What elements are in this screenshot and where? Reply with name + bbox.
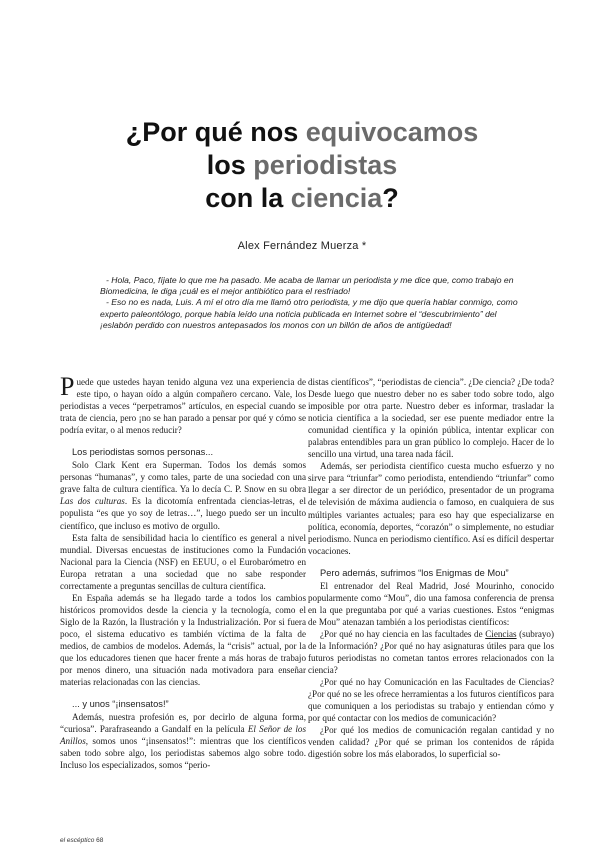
body-paragraph: El entrenador del Real Madrid, José Mourinho, conocido popularmente como “Mou”, dio una famosa conferencia de prensa en la que preguntaba por qué a varias cuestiones. Estos “enigmas de Mou” atenazan también a los periodistas científicos: bbox=[308, 580, 554, 627]
title-highlight: equivocamos bbox=[305, 117, 479, 147]
article-title bbox=[0, 116, 604, 215]
body-column-right bbox=[308, 376, 554, 760]
page-number: 68 bbox=[96, 837, 104, 844]
paragraph-text: . Es la dicotomía enfrentada ciencias-letras, el populista “es que yo soy de letras…”, luego puedo ser un inculto científico, que incluso es motivo de orgullo. bbox=[60, 496, 306, 531]
paragraph-text: , somos unos “¡insensatos!”: mientras que los científicos saben todo sobre algo, los periodistas sabemos algo sobre todo. Incluso los especializados, somos “perio- bbox=[60, 736, 306, 771]
author-byline: Alex Fernández Muerza * bbox=[237, 240, 367, 252]
title-text: con la bbox=[205, 183, 291, 213]
title-highlight: ciencia bbox=[290, 183, 383, 213]
title-text: ¿Por qué nos bbox=[125, 117, 306, 147]
paragraph-text: (subrayo) de la Información? ¿Por qué no hay asignaturas útiles para que los futuros periodistas no cometan tantos errores relacionados con la ciencia? bbox=[308, 628, 555, 676]
page-footer bbox=[60, 837, 103, 844]
section-subheading: Pero además, sufrimos “los Enigmas de Mou” bbox=[320, 567, 509, 578]
film-title: El Señor de los Anillos bbox=[60, 724, 306, 747]
title-text: los bbox=[206, 150, 254, 180]
section-subheading: Los periodistas somos personas... bbox=[72, 447, 214, 458]
publication-name: el escéptico bbox=[60, 837, 95, 844]
body-paragraph: En España además se ha llegado tarde a todos los cambios históricos promovidos desde la ciencia y la tecnología, como el Siglo de la Razón, la Ilustración y la Industrialización. Por si fuera poco, el sistema educativo es también víctima de la falta de medios, de cambios de modelos. Además, la “crisis” actual, por la que los educadores tienen que hacer frente a más horas de trabajo por menos dinero, una situación nada motivadora para enseñar materias relacionadas con las ciencias. bbox=[60, 592, 306, 688]
body-paragraph: Además, ser periodista científico cuesta mucho esfuerzo y no sirve para “triunfar” como periodista, entendiendo “triunfar” como llegar a ser director de un periódico, presentador de un programa de televisión de máxima audiencia o famoso, en cualquiera de sus múltiples variantes actuales; para eso hay que especializarse en política, economía, deportes, “corazón” o simplemente, no estudiar periodismo. Nunca en periodismo científico. Así es difícil despertar vocaciones. bbox=[308, 461, 554, 556]
body-paragraph bbox=[60, 459, 306, 531]
body-paragraph bbox=[308, 628, 554, 676]
title-text: ? bbox=[382, 183, 399, 213]
body-paragraph: ¿Por qué los medios de comunicación regalan cantidad y no venden calidad? ¿Por qué se priman los contenidos de rápida digestión sobre los más elaborados, lo superficial so- bbox=[308, 725, 554, 760]
title-line-3 bbox=[0, 182, 604, 215]
intro-dialogue bbox=[100, 275, 518, 331]
paragraph-text: ¿Por qué no hay ciencia en las facultades de bbox=[320, 628, 486, 639]
body-paragraph bbox=[60, 372, 306, 436]
title-line-1 bbox=[0, 116, 604, 149]
body-paragraph: Esta falta de sensibilidad hacia lo científico es general a nivel mundial. Diversas encuestas de instituciones como la Fundación Nacional para la Ciencia (NSF) en EEUU, o el Eurobarómetro en Europa retratan a una sociedad que no sabe responder correctamente a preguntas sencillas de cultura científica. bbox=[60, 532, 306, 591]
paragraph-text: Solo Clark Kent era Superman. Todos los demás somos personas “humanas”, y como tales, parte de una sociedad con una grave falta de cultura científica. Ya lo decía C. P. Snow en su obra bbox=[60, 460, 306, 495]
book-title: Las dos culturas bbox=[60, 496, 125, 507]
body-paragraph: distas científicos”, “periodistas de ciencia”. ¿De ciencia? ¿De toda? Desde luego que nuestro deber no es saber todo sobre todo, algo imposible por otra parte. Nuestro deber es informar, trasladar la noticia científica a la sociedad, ser ese puente mediador entre la comunidad científica y la opinión pública, intentar explicar con palabras entendibles para un gran público lo complejo. Hacer de lo sencillo una virtud, una tarea nada fácil. bbox=[308, 377, 554, 460]
underlined-word: Ciencias bbox=[485, 628, 517, 639]
title-highlight: periodistas bbox=[253, 150, 398, 180]
body-paragraph bbox=[60, 711, 306, 771]
drop-cap: P bbox=[60, 372, 75, 401]
body-column-left bbox=[60, 372, 306, 771]
section-subheading: ... y unos “¡insensatos!” bbox=[72, 699, 169, 710]
paragraph-text: Además, nuestra profesión es, por decirlo de alguna forma, “curiosa”. Parafraseando a Gandalf en la película bbox=[60, 712, 306, 735]
title-line-2 bbox=[0, 149, 604, 182]
paragraph-text: uede que ustedes hayan tenido alguna vez una experiencia de este tipo, o hayan oído a algún compañero cercano. Vale, los periodistas a veces “perpetramos” artículos, en especial cuando se trata de ciencia, pero ¡no se han parado a pensar por qué y cómo se podría evitar, o al menos reducir? bbox=[60, 377, 306, 436]
intro-paragraph: - Eso no es nada, Luis. A mí el otro día me llamó otro periodista, y me dijo que quería hablar conmigo, como experto paleontólogo, porque había leído una noticia publicada en Internet sobre el “descubrimiento” del ¡eslabón perdido con nuestros antepasados los monos con un billón de años de antigüedad! bbox=[100, 297, 518, 330]
body-paragraph: ¿Por qué no hay Comunicación en las Facultades de Ciencias? ¿Por qué no se les ofrece herramientas a los futuros científicos para que comuniquen a los periodistas su trabajo y entiendan cómo y por qué contactar con los medios de comunicación? bbox=[308, 677, 554, 724]
intro-paragraph: - Hola, Paco, fíjate lo que me ha pasado. Me acaba de llamar un periodista y me dice que, como trabajo en Biomedicina, le diga ¡cuál es el mejor antibiótico para el resfriado! bbox=[100, 275, 514, 297]
